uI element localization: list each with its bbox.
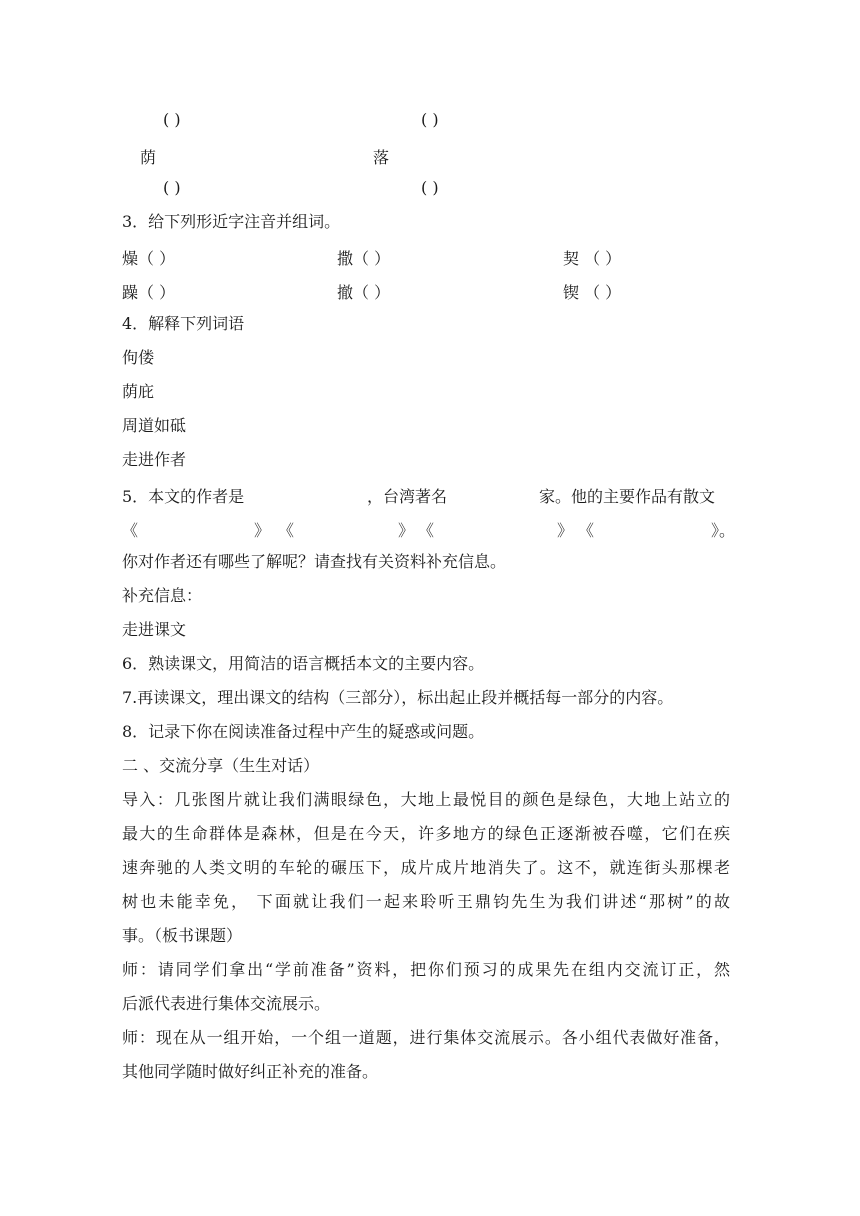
blank-row-bottom bbox=[0, 178, 860, 198]
similar-chars-row-2 bbox=[0, 280, 860, 300]
item-5-question: 你对作者还有哪些了解呢？请查找有关资料补充信息。 bbox=[122, 552, 507, 571]
part-2-heading: 二 、交流分享（生生对话） bbox=[122, 756, 320, 775]
supplement-label: 补充信息： bbox=[122, 586, 203, 605]
work-open: 《 bbox=[278, 521, 295, 540]
intro-line: 导入：几张图片就让我们满眼绿色，大地上最悦目的颜色是绿色，大地上站立的 bbox=[122, 790, 730, 809]
paren-blank: ( ) bbox=[163, 110, 181, 129]
item-5-works-row bbox=[0, 518, 860, 538]
work-close-end: 》。 bbox=[711, 521, 736, 540]
item-5-lead: 5．本文的作者是 bbox=[122, 487, 245, 506]
vocab-term: 佝偻 bbox=[122, 348, 155, 367]
section-heading-author: 走进作者 bbox=[122, 450, 187, 469]
paren-blank: ( ) bbox=[421, 110, 439, 129]
work-close: 》 bbox=[398, 521, 415, 540]
work-close: 》 bbox=[254, 521, 271, 540]
char-qi: 契 （ ） bbox=[563, 249, 622, 268]
vocab-term: 周道如砥 bbox=[122, 416, 187, 435]
item-7: 7.再读课文，理出课文的结构（三部分），标出起止段并概括每一部分的内容。 bbox=[122, 688, 674, 707]
teacher-line: 后派代表进行集体交流展示。 bbox=[122, 994, 331, 1013]
work-open: 《 bbox=[578, 521, 595, 540]
teacher-line: 师：现在从一组开始，一个组一道题，进行集体交流展示。各小组代表做好准备， bbox=[122, 1028, 730, 1047]
intro-line: 树也未能幸免， 下面就让我们一起来聆听王鼎钧先生为我们讲述“那树”的故 bbox=[122, 892, 730, 911]
intro-line: 速奔驰的人类文明的车轮的碾压下，成片成片地消失了。这不，就连街头那棵老 bbox=[122, 858, 730, 877]
item-4-heading: 4．解释下列词语 bbox=[122, 314, 245, 333]
intro-line-last: 事。（板书课题） bbox=[122, 926, 243, 945]
item-8: 8．记录下你在阅读准备过程中产生的疑惑或问题。 bbox=[122, 722, 485, 741]
char-sa: 撒（ ） bbox=[337, 249, 391, 268]
char-zao-dry: 燥（ ） bbox=[122, 249, 176, 268]
item-5-tail: 家。他的主要作品有散文 bbox=[539, 487, 716, 506]
paren-blank: ( ) bbox=[163, 178, 181, 197]
similar-chars-row-1 bbox=[0, 246, 860, 266]
blank-row-top bbox=[0, 110, 860, 130]
char-zao-hasty: 躁（ ） bbox=[122, 283, 176, 302]
teacher-line: 师：请同学们拿出“学前准备”资料，把你们预习的成果先在组内交流订正，然 bbox=[122, 960, 730, 979]
item-5-mid: ，台湾著名 bbox=[367, 487, 448, 506]
work-open: 《 bbox=[122, 521, 139, 540]
work-close: 》 bbox=[557, 521, 574, 540]
item-5-line-1 bbox=[0, 484, 860, 504]
intro-line: 最大的生命群体是森林，但是在今天，许多地方的绿色正逐渐被吞噬，它们在疾 bbox=[122, 824, 730, 843]
item-3-heading: 3．给下列形近字注音并组词。 bbox=[122, 212, 341, 231]
paren-blank: ( ) bbox=[421, 178, 439, 197]
vocab-term: 荫庇 bbox=[122, 382, 155, 401]
char-qie: 锲 （ ） bbox=[563, 283, 622, 302]
char-luo: 落 bbox=[373, 148, 390, 167]
section-heading-text: 走进课文 bbox=[122, 620, 187, 639]
work-open: 《 bbox=[418, 521, 435, 540]
item-6: 6．熟读课文，用简洁的语言概括本文的主要内容。 bbox=[122, 654, 485, 673]
char-row bbox=[0, 145, 860, 165]
teacher-line: 其他同学随时做好纠正补充的准备。 bbox=[122, 1062, 379, 1081]
char-che: 撤（ ） bbox=[337, 283, 391, 302]
char-yin: 荫 bbox=[140, 148, 157, 167]
